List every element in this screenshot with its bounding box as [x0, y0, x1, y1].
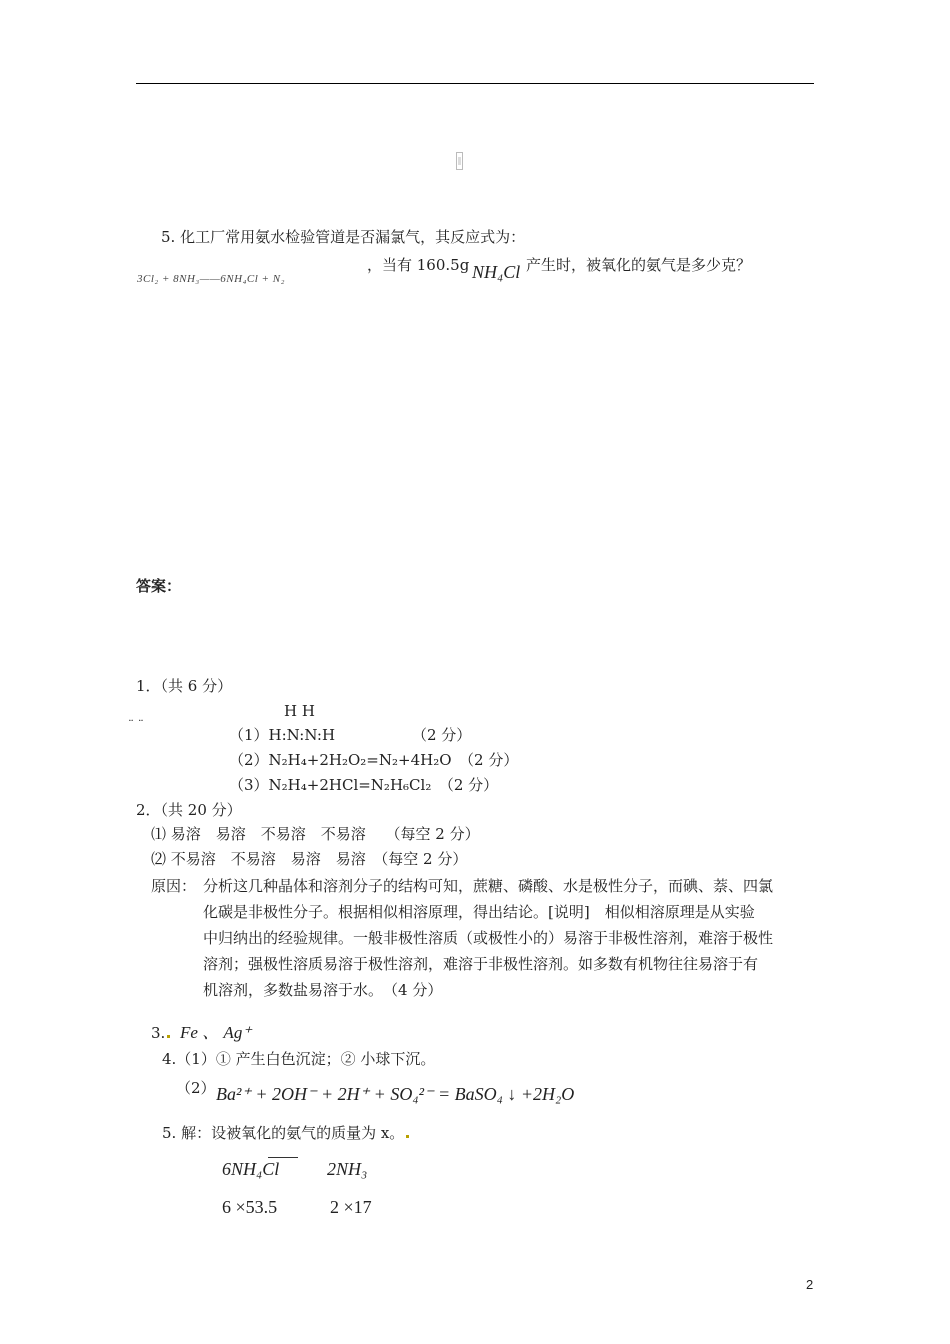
header-rule [136, 83, 814, 84]
answer-2-title: 2．（共 20 分） [136, 801, 242, 819]
answer-1-hh: H H [284, 702, 315, 720]
answer-5-row2-left: 6 ×53.5 [222, 1197, 278, 1217]
answer-2-part2: ⑵ 不易溶 不易溶 易溶 易溶 （每空 2 分） [151, 850, 468, 868]
q5-text-mid: ，当有 160.5g [367, 256, 470, 274]
answer-1-title: 1．（共 6 分） [136, 677, 233, 695]
reason-line: 分析这几种晶体和溶剂分子的结构可知，蔗糖、磷酸、水是极性分子，而碘、萘、四氯 [203, 877, 774, 895]
answer-3-label: 3. [151, 1024, 172, 1042]
q5-text-end: 产生时，被氧化的氨气是多少克？ [526, 256, 752, 274]
answer-5-row1-right: 2NH₃ [327, 1159, 368, 1179]
answer-2-reason [203, 873, 815, 1003]
answer-1-dots: ¨ ¨ [128, 718, 144, 732]
reason-line: 溶剂；强极性溶质易溶于极性溶剂，难溶于非极性溶剂。如多数有机物往往易溶于有 [203, 955, 759, 973]
reason-line: 化碳是非极性分子。根据相似相溶原理，得出结论。[说明] 相似相溶原理是从实验 [203, 903, 755, 921]
answer-1-part1: （1）H:N:N:H [229, 726, 336, 744]
overline [268, 1157, 298, 1158]
answer-4-equation: Ba²⁺ + 2OH⁻ + 2H⁺ + SO₄²⁻ = BaSO₄ ↓ +2H₂O [216, 1084, 575, 1104]
q5-nh4cl: NH₄Cl [472, 262, 521, 282]
marker-dot [406, 1135, 409, 1138]
answer-5-intro: 5. 解：设被氧化的氨气的质量为 x。 [162, 1124, 411, 1142]
q5-text-line1: 5. 化工厂常用氨水检验管道是否漏氯气，其反应式为： [161, 228, 526, 246]
answer-2-part1: ⑴ 易溶 易溶 不易溶 不易溶 （每空 2 分） [151, 825, 480, 843]
answer-3-content: Fe 、 Ag⁺ [180, 1023, 252, 1042]
answer-4-part1: 4.（1）① 产生白色沉淀；② 小球下沉。 [162, 1050, 436, 1068]
reason-line: 机溶剂，多数盐易溶于水。 （4 分） [203, 981, 443, 999]
answer-1-part1-score: （2 分） [412, 726, 472, 744]
answer-5-row2-right: 2 ×17 [330, 1197, 372, 1217]
answer-4-part2-label: （2） [176, 1079, 216, 1097]
answer-5-row1-left: 6NH₄Cl [222, 1159, 280, 1179]
answer-2-reason-label: 原因： [151, 877, 197, 895]
q5-equation: 3Cl₂ + 8NH₃——6NH₄Cl + N₂ [137, 273, 285, 285]
answer-1-part3: （3）N₂H₄+2HCl=N₂H₆Cl₂ （2 分） [229, 776, 499, 794]
answer-1-part2: （2）N₂H₄+2H₂O₂=N₂+4H₂O （2 分） [229, 751, 519, 769]
answers-heading: 答案： [136, 577, 182, 595]
marker-dot [167, 1035, 170, 1038]
reason-line: 中归纳出的经验规律。一般非极性溶质（或极性小的）易溶于非极性溶剂，难溶于极性 [203, 929, 774, 947]
image-placeholder-icon [456, 152, 463, 170]
page-number: 2 [806, 1277, 814, 1292]
